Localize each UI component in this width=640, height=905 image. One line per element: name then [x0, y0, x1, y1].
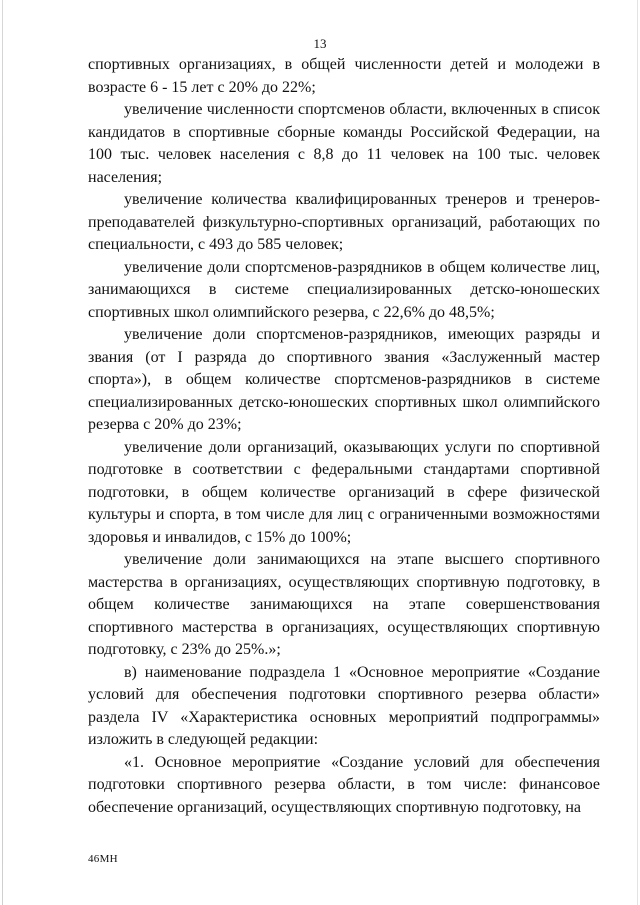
paragraph-continuation: спортивных организациях, в общей численности детей и молодежи в возрасте 6 - 15 лет с 20% до 22%; [88, 56, 600, 96]
paragraph: увеличение количества квалифицированных тренеров и тренеров-преподавателей физкультурно-спортивных организаций, работающих по специальности, с 493 до 585 человек; [88, 191, 600, 253]
page-number: 13 [313, 36, 327, 51]
paragraph: увеличение доли занимающихся на этапе высшего спортивного мастерства в организациях, осуществляющих спортивную подготовку, в общем количестве занимающихся на этапе совершенствования спортивного мастерства в организациях, осуществляющих спортивную подготовку, с 23% до 25%.»; [88, 551, 600, 658]
document-code: 46МН [88, 853, 118, 865]
paragraph: увеличение численности спортсменов области, включенных в список кандидатов в спортивные сборные команды Российской Федерации, на 100 тыс. человек населения с 8,8 до 11 человек на 100 тыс. человек населения; [88, 101, 600, 186]
paragraph: увеличение доли организаций, оказывающих услуги по спортивной подготовке в соответствии с федеральными стандартами спортивной подготовки, в общем количестве организаций в сфере физической культуры и спорта, в том числе для лиц с ограниченными возможностями здоровья и инвалидов, с 15% до 100%; [88, 438, 600, 546]
scan-edge-left [2, 0, 3, 905]
paragraph: увеличение доли спортсменов-разрядников в общем количестве лиц, занимающихся в системе специализированных детско-юношеских спортивных школ олимпийского резерва, с 22,6% до 48,5%; [88, 258, 600, 321]
paragraph: в) наименование подраздела 1 «Основное мероприятие «Создание условий для обеспечения подготовки спортивного резерва области» раздела IV «Характеристика основных мероприятий подпрограммы» изложить в следующей редакции: [88, 663, 600, 748]
document-body [88, 54, 600, 819]
scan-edge-right [637, 0, 638, 905]
paragraph: увеличение доли спортсменов-разрядников, имеющих разряды и звания (от I разряда до спортивного звания «Заслуженный мастер спорта»), в общем количестве спортсменов-разрядников в системе специализированных детско-юношеских спортивных школ олимпийского резерва с 20% до 23%; [88, 326, 600, 433]
paragraph: «1. Основное мероприятие «Создание условий для обеспечения подготовки спортивного резерва области, в том числе: финансовое обеспечение организаций, осуществляющих спортивную подготовку, на [88, 753, 600, 816]
